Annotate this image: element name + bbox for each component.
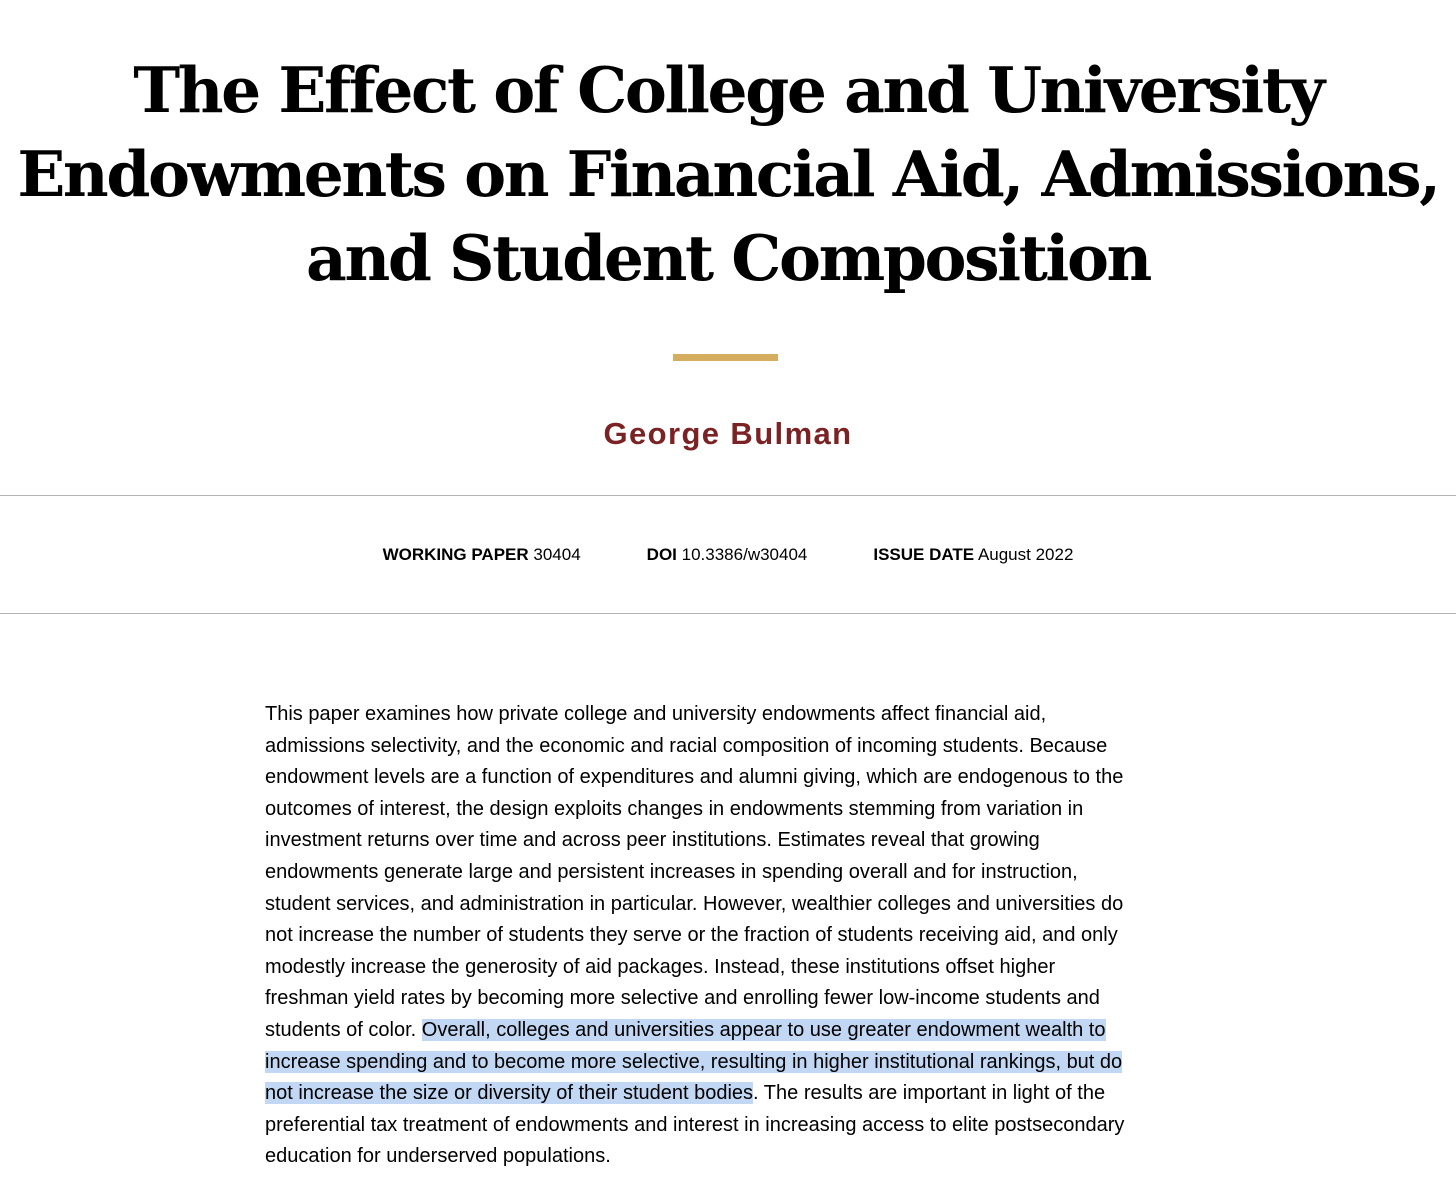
- divider-top: [0, 495, 1456, 496]
- abstract-line: investment returns over time and across peer institutions. Estimates reveal that growing: [265, 829, 1040, 852]
- title-accent-rule: [673, 354, 778, 361]
- issue-date-label: ISSUE DATE: [873, 545, 975, 564]
- paper-title: [0, 48, 1456, 300]
- abstract-line: [265, 1047, 1185, 1079]
- title-line: and Student Composition: [306, 221, 1150, 295]
- working-paper-value: 30404: [533, 545, 581, 564]
- abstract-text-segment: . The results are important in light of the: [753, 1082, 1106, 1105]
- abstract-line: not increase the number of students they serve or the fraction of students receiving aid, and only: [265, 924, 1118, 947]
- doi-value[interactable]: 10.3386/w30404: [681, 545, 808, 564]
- abstract-line: endowment levels are a function of expenditures and alumni giving, which are endogenous to the: [265, 766, 1124, 789]
- abstract-text-segment: students of color.: [265, 1018, 422, 1041]
- abstract-line: preferential tax treatment of endowments and interest in increasing access to elite postsecondary: [265, 1113, 1125, 1136]
- abstract-line: admissions selectivity, and the economic and racial composition of incoming students. Because: [265, 734, 1108, 757]
- abstract-line: endowments generate large and persistent increases in spending overall and for instruction,: [265, 860, 1078, 883]
- working-paper-number: [383, 544, 581, 566]
- abstract-line: [265, 1015, 1185, 1047]
- abstract-line: outcomes of interest, the design exploits changes in endowments stemming from variation in: [265, 797, 1084, 820]
- title-line: Endowments on Financial Aid, Admissions,: [17, 137, 1439, 211]
- abstract-line: [265, 1078, 1185, 1110]
- issue-date: [873, 544, 1073, 566]
- abstract-line: student services, and administration in particular. However, wealthier colleges and universities do: [265, 892, 1124, 915]
- abstract-text: [265, 699, 1185, 1173]
- abstract-line: modestly increase the generosity of aid packages. Instead, these institutions offset higher: [265, 955, 1056, 978]
- title-line: The Effect of College and University: [133, 53, 1323, 127]
- doi: [647, 544, 808, 566]
- working-paper-label: WORKING PAPER: [382, 545, 529, 564]
- divider-bottom: [0, 613, 1456, 614]
- paper-metadata: [0, 544, 1456, 566]
- abstract-line: freshman yield rates by becoming more selective and enrolling fewer low-income students and: [265, 987, 1100, 1010]
- highlighted-text-selection: Overall, colleges and universities appear to use greater endowment wealth to: [421, 1018, 1106, 1041]
- highlighted-text-selection: not increase the size or diversity of their student bodies: [265, 1082, 754, 1105]
- abstract-line: This paper examines how private college and university endowments affect financial aid,: [265, 703, 1047, 725]
- doi-label: DOI: [646, 545, 677, 564]
- issue-date-value: August 2022: [977, 545, 1074, 564]
- highlighted-text-selection: increase spending and to become more selective, resulting in higher institutional rankings, but do: [265, 1050, 1123, 1073]
- author-name[interactable]: George Bulman: [603, 416, 853, 451]
- abstract-line: education for underserved populations.: [265, 1145, 611, 1168]
